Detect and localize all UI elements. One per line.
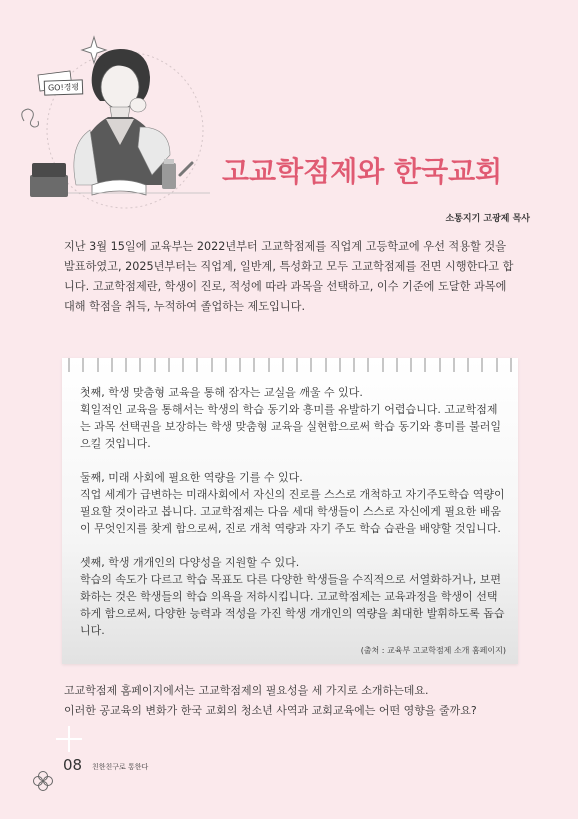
point-item	[80, 469, 508, 537]
binder-ring	[168, 358, 170, 372]
point-heading: 셋째, 학생 개개인의 다양성을 지원할 수 있다.	[80, 556, 300, 569]
magazine-name: 친한친구로 통한다	[92, 763, 149, 771]
binder-ring	[439, 358, 441, 372]
binder-ring	[410, 358, 412, 372]
binder-ring	[396, 358, 398, 372]
binder-ring	[339, 358, 341, 372]
student-illustration	[20, 35, 220, 225]
binder-ring	[453, 358, 455, 372]
page-number: 08	[63, 756, 83, 774]
closing-line: 고교학점제 홈페이지에서는 고교학점제의 필요성을 세 가지로 소개하는데요.	[64, 684, 429, 697]
binder-ring	[97, 358, 99, 372]
binder-rings	[68, 358, 512, 374]
point-heading: 둘째, 미래 사회에 필요한 역량을 기를 수 있다.	[80, 471, 303, 484]
point-body: 획일적인 교육을 통해서는 학생의 학습 동기와 흥미를 유발하기 어렵습니다. 고교학점제는 과목 선택권을 보장하는 학생 맞춤형 교육을 실현함으로써 학습 동기와 흥미를 불러일으킬 것입니다.	[80, 403, 501, 450]
binder-ring	[282, 358, 284, 372]
page-title: 고교학점제와 한국교회	[222, 155, 503, 188]
clover-icon	[32, 770, 54, 792]
binder-ring	[353, 358, 355, 372]
binder-ring	[211, 358, 213, 372]
point-body: 직업 세계가 급변하는 미래사회에서 자신의 진로를 스스로 개척하고 자기주도학습 역량이 필요할 것이라고 봅니다. 고교학점제는 다음 세대 학생들이 스스로 자신에게 필요한 배움이 무엇인지를 찾게 함으로써, 진로 개척 역량과 자기 주도 학습 습관을 배양할 것입니다.	[80, 488, 505, 535]
binder-ring	[239, 358, 241, 372]
binder-ring	[182, 358, 184, 372]
binder-ring	[367, 358, 369, 372]
closing-paragraph	[64, 681, 516, 721]
binder-ring	[296, 358, 298, 372]
closing-line: 이러한 공교육의 변화가 한국 교회의 청소년 사역과 교회교육에는 어떤 영향을 줄까요?	[64, 704, 477, 717]
binder-ring	[510, 358, 512, 372]
point-item	[80, 384, 508, 452]
point-heading: 첫째, 학생 맞춤형 교육을 통해 잠자는 교실을 깨울 수 있다.	[80, 386, 363, 399]
binder-ring	[154, 358, 156, 372]
binder-ring	[68, 358, 70, 372]
point-item	[80, 554, 508, 639]
points-list	[80, 384, 508, 656]
binder-ring	[225, 358, 227, 372]
binder-ring	[467, 358, 469, 372]
binder-ring	[424, 358, 426, 372]
notepad-box	[62, 358, 518, 664]
point-body: 학습의 속도가 다르고 학습 목표도 다른 다양한 학생들을 수직적으로 서열화하거나, 보편화하는 것은 학생들의 학습 의욕을 저하시킵니다. 고교학점제는 교육과정을 학생이 선택하게 함으로써, 다양한 능력과 적성을 가진 학생 개개인의 역량을 최대한 발휘하도록 돕습니다.	[80, 573, 505, 637]
binder-ring	[310, 358, 312, 372]
binder-ring	[481, 358, 483, 372]
binder-ring	[125, 358, 127, 372]
binder-ring	[111, 358, 113, 372]
binder-ring	[196, 358, 198, 372]
binder-ring	[268, 358, 270, 372]
source-note: (출처 : 교육부 고교학점제 소개 홈페이지)	[360, 646, 506, 655]
binder-ring	[382, 358, 384, 372]
binder-ring	[253, 358, 255, 372]
byline: 소통지기 고광제 목사	[445, 214, 530, 224]
section-tag: GO!경평	[44, 79, 84, 95]
plus-icon	[56, 726, 82, 752]
binder-ring	[82, 358, 84, 372]
binder-ring	[496, 358, 498, 372]
binder-ring	[325, 358, 327, 372]
binder-ring	[139, 358, 141, 372]
intro-paragraph: 지난 3월 15일에 교육부는 2022년부터 고교학점제를 직업계 고등학교에 우선 적용할 것을 발표하였고, 2025년부터는 직업계, 일반계, 특성화고 모두 고교학점제를 전면 시행한다고 합니다. 고교학점제란, 학생이 진로, 적성에 따라 과목을 선택하고, 이수 기준에 도달한 과목에 대해 학점을 취득, 누적하여 졸업하는 제도입니다.	[64, 240, 514, 313]
